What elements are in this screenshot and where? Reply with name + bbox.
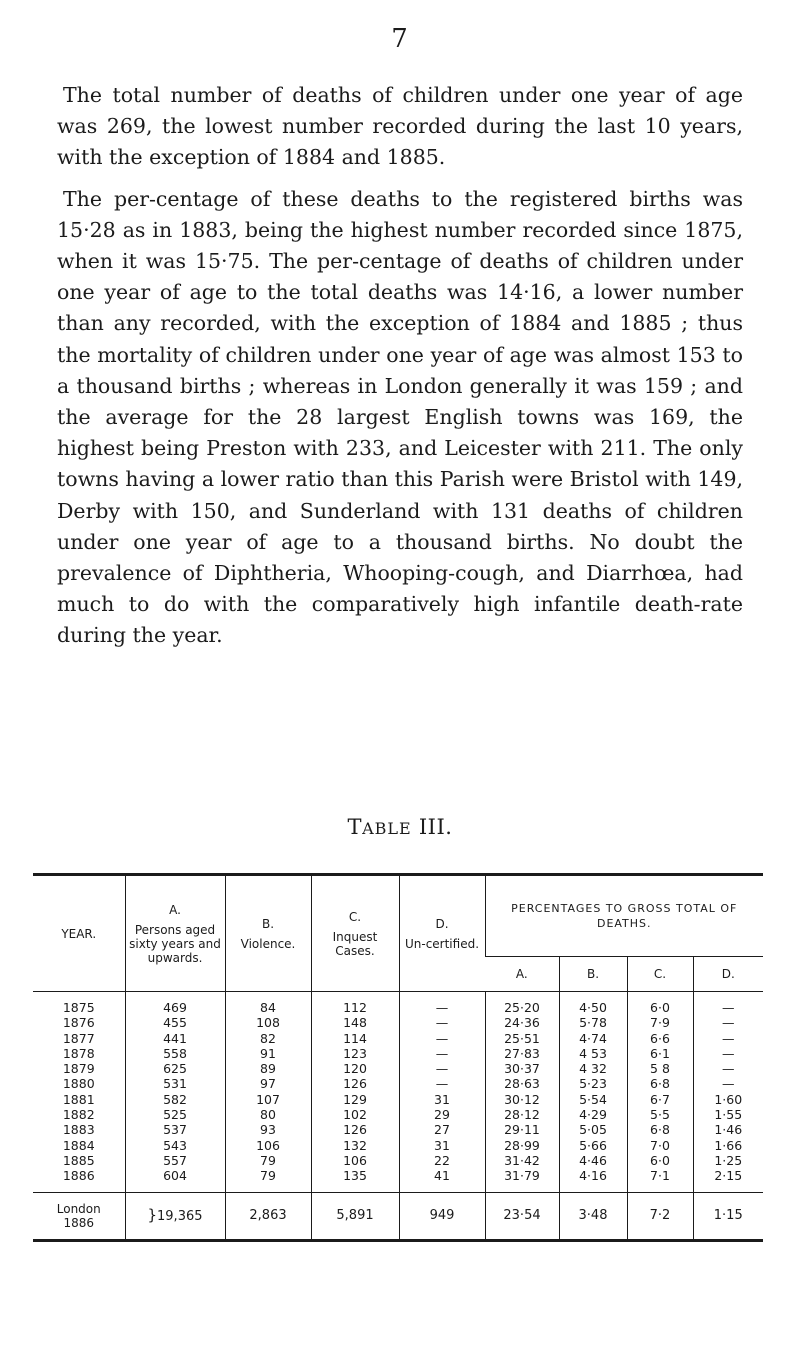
header-row-main — [33, 875, 763, 957]
cell-pct-c: 7·1 — [627, 1168, 693, 1192]
table-header — [33, 875, 763, 992]
cell-d: — — [399, 1031, 485, 1046]
cell-year: 1884 — [62, 1137, 95, 1153]
table-row — [33, 1168, 763, 1192]
cell-a: 625 — [125, 1061, 225, 1076]
cell-pct-b: 4 53 — [559, 1046, 627, 1061]
cell-pct-d: — — [693, 1015, 763, 1030]
cell-d: 31 — [399, 1138, 485, 1153]
cell-pct-d: 1·66 — [693, 1138, 763, 1153]
cell-pct-a: 28·99 — [485, 1138, 559, 1153]
cell-d: 41 — [399, 1168, 485, 1192]
cell-a: 531 — [125, 1076, 225, 1091]
cell-b: 79 — [225, 1168, 311, 1192]
cell-pct-d: — — [693, 1061, 763, 1076]
cell-b: 107 — [225, 1092, 311, 1107]
cell-pct-b: 4·46 — [559, 1153, 627, 1168]
cell-c: 132 — [311, 1138, 399, 1153]
cell-a: 543 — [125, 1138, 225, 1153]
cell-pct-b: 4·50 — [559, 992, 627, 1016]
cell-pct-a: 28·12 — [485, 1107, 559, 1122]
cell-year: 1886 — [62, 1168, 95, 1184]
table-row — [33, 1153, 763, 1168]
cell-d: 22 — [399, 1153, 485, 1168]
cell-d: — — [399, 1076, 485, 1091]
header-year: YEAR. — [33, 875, 125, 992]
cell-pct-b: 4·29 — [559, 1107, 627, 1122]
header-pct-a: A. — [485, 957, 559, 992]
cell-pct-c: 6·0 — [627, 992, 693, 1016]
cell-d: 31 — [399, 1092, 485, 1107]
cell-a: 441 — [125, 1031, 225, 1046]
cell-pct-d: 1·55 — [693, 1107, 763, 1122]
table-title-rest: ABLE — [362, 819, 412, 838]
cell-pct-d: — — [693, 1031, 763, 1046]
cell-c: 135 — [311, 1168, 399, 1192]
cell-a: 469 — [125, 992, 225, 1016]
cell-c: 126 — [311, 1122, 399, 1137]
cell-c: 123 — [311, 1046, 399, 1061]
table-row — [33, 1122, 763, 1137]
header-c-text: Inquest Cases. — [332, 929, 378, 958]
london-cell-d: 949 — [399, 1192, 485, 1240]
header-a — [125, 875, 225, 992]
header-c-letter: C. — [348, 909, 362, 924]
cell-c: 102 — [311, 1107, 399, 1122]
cell-pct-b: 4 32 — [559, 1061, 627, 1076]
cell-pct-b: 4·16 — [559, 1168, 627, 1192]
london-cell-pct-d: 1·15 — [693, 1192, 763, 1240]
header-pct-b: B. — [559, 957, 627, 992]
cell-a: 582 — [125, 1092, 225, 1107]
cell-c: 106 — [311, 1153, 399, 1168]
cell-a: 525 — [125, 1107, 225, 1122]
london-label-line1: London — [56, 1201, 101, 1216]
table-row — [33, 1138, 763, 1153]
header-a-letter: A. — [169, 902, 181, 917]
cell-b: 106 — [225, 1138, 311, 1153]
london-cell-pct-c: 7·2 — [627, 1192, 693, 1240]
header-b-letter: B. — [261, 916, 275, 931]
london-cell-b: 2,863 — [225, 1192, 311, 1240]
cell-c: 112 — [311, 992, 399, 1016]
table-footer — [33, 1192, 763, 1240]
cell-year: 1875 — [62, 1000, 95, 1015]
cell-b: 82 — [225, 1031, 311, 1046]
london-cell-a: }19,365 — [125, 1192, 225, 1240]
cell-year: 1883 — [62, 1122, 95, 1138]
cell-pct-c: 7·0 — [627, 1138, 693, 1153]
cell-pct-a: 31·42 — [485, 1153, 559, 1168]
cell-pct-d: 1·60 — [693, 1092, 763, 1107]
cell-b: 89 — [225, 1061, 311, 1076]
header-d — [399, 875, 485, 992]
header-pct-d: D. — [693, 957, 763, 992]
table-row-london — [33, 1192, 763, 1240]
table-row — [33, 1015, 763, 1030]
cell-d: — — [399, 1061, 485, 1076]
cell-d: — — [399, 1015, 485, 1030]
cell-year: 1879 — [62, 1061, 95, 1077]
cell-b: 80 — [225, 1107, 311, 1122]
cell-pct-c: 6·1 — [627, 1046, 693, 1061]
table-row — [33, 1092, 763, 1107]
cell-b: 93 — [225, 1122, 311, 1137]
cell-pct-d: — — [693, 1076, 763, 1091]
mortality-table-container — [33, 873, 763, 1242]
table-row — [33, 1061, 763, 1076]
table-row — [33, 1107, 763, 1122]
cell-year: 1882 — [62, 1107, 95, 1123]
header-pct-c: C. — [627, 957, 693, 992]
cell-pct-b: 5·54 — [559, 1092, 627, 1107]
cell-d: 29 — [399, 1107, 485, 1122]
london-cell-pct-b: 3·48 — [559, 1192, 627, 1240]
cell-year: 1880 — [62, 1076, 95, 1092]
cell-pct-c: 6·8 — [627, 1076, 693, 1091]
cell-pct-a: 30·37 — [485, 1061, 559, 1076]
paragraph-infant-deaths: The total number of deaths of children under one year of age was 269, the lowest number recorded during the last 10 years, with the exception of 1884 and 1885. — [57, 83, 743, 170]
table-row — [33, 1046, 763, 1061]
cell-c: 126 — [311, 1076, 399, 1091]
cell-b: 108 — [225, 1015, 311, 1030]
table-row — [33, 1031, 763, 1046]
cell-d: 27 — [399, 1122, 485, 1137]
cell-pct-a: 30·12 — [485, 1092, 559, 1107]
cell-c: 148 — [311, 1015, 399, 1030]
cell-pct-b: 5·66 — [559, 1138, 627, 1153]
cell-a: 537 — [125, 1122, 225, 1137]
header-b-text: Violence. — [240, 936, 296, 951]
cell-pct-b: 5·23 — [559, 1076, 627, 1091]
cell-pct-d: 1·46 — [693, 1122, 763, 1137]
cell-pct-c: 6·8 — [627, 1122, 693, 1137]
cell-pct-b: 5·05 — [559, 1122, 627, 1137]
header-c — [311, 875, 399, 992]
cell-pct-c: 5·5 — [627, 1107, 693, 1122]
cell-a: 604 — [125, 1168, 225, 1192]
cell-c: 129 — [311, 1092, 399, 1107]
cell-pct-b: 5·78 — [559, 1015, 627, 1030]
london-cell-pct-a: 23·54 — [485, 1192, 559, 1240]
cell-pct-a: 29·11 — [485, 1122, 559, 1137]
cell-year: 1885 — [62, 1152, 95, 1168]
body-text — [57, 80, 743, 652]
cell-d: — — [399, 992, 485, 1016]
header-percentages: PERCENTAGES TO GROSS TOTAL OF DEATHS. — [485, 875, 763, 957]
cell-b: 79 — [225, 1153, 311, 1168]
page-number: 7 — [391, 24, 409, 54]
table-title-numeral: III. — [418, 815, 453, 839]
cell-pct-d: 1·25 — [693, 1153, 763, 1168]
cell-a: 455 — [125, 1015, 225, 1030]
cell-pct-b: 4·74 — [559, 1031, 627, 1046]
cell-pct-a: 25·20 — [485, 992, 559, 1016]
mortality-table — [33, 873, 763, 1242]
london-label — [33, 1192, 125, 1240]
cell-pct-d: 2·15 — [693, 1168, 763, 1192]
brace-glyph: } — [147, 1205, 158, 1224]
header-d-letter: D. — [435, 916, 449, 931]
cell-d: — — [399, 1046, 485, 1061]
header-a-text: Persons aged sixty years and upwards. — [129, 922, 221, 965]
cell-year: 1878 — [62, 1045, 95, 1061]
header-b — [225, 875, 311, 992]
table-body — [33, 992, 763, 1193]
paragraph-percentages: The per-centage of these deaths to the registered births was 15·28 as in 1883, being the highest number recorded since 1875, when it was 15·75. The per-centage of deaths of children under one year of age to the total deaths was 14·16, a lower number than any recorded, with the exception of 1884 and 1885 ; thus the mortality of children under one year of age was almost 153 to a thousand births ; whereas in London generally it was 159 ; and the average for the 28 largest English towns was 169, the highest being Preston with 233, and Leicester with 211. The only towns having a lower ratio than this Parish were Bristol with 149, Derby with 150, and Sunderland with 131 deaths of children under one year of age to a thousand births. No doubt the prevalence of Diphtheria, Whooping-cough, and Diarrhœa, had much to do with the comparatively high infantile death-rate during the year. — [57, 186, 743, 648]
cell-pct-a: 28·63 — [485, 1076, 559, 1091]
cell-pct-d: — — [693, 1046, 763, 1061]
london-cell-c: 5,891 — [311, 1192, 399, 1240]
table-row — [33, 1076, 763, 1091]
cell-pct-c: 6·6 — [627, 1031, 693, 1046]
header-d-text: Un-certified. — [404, 936, 480, 951]
cell-pct-a: 24·36 — [485, 1015, 559, 1030]
cell-year: 1876 — [62, 1015, 95, 1031]
table-row — [33, 992, 763, 1016]
cell-c: 114 — [311, 1031, 399, 1046]
cell-year: 1881 — [62, 1091, 95, 1107]
london-label-line2: 1886 — [63, 1215, 95, 1230]
cell-b: 91 — [225, 1046, 311, 1061]
cell-pct-d: — — [693, 992, 763, 1016]
cell-pct-a: 31·79 — [485, 1168, 559, 1192]
cell-a: 557 — [125, 1153, 225, 1168]
cell-pct-c: 7·9 — [627, 1015, 693, 1030]
cell-pct-c: 6·0 — [627, 1153, 693, 1168]
cell-pct-a: 25·51 — [485, 1031, 559, 1046]
cell-c: 120 — [311, 1061, 399, 1076]
table-title — [0, 815, 800, 839]
cell-a: 558 — [125, 1046, 225, 1061]
cell-pct-c: 6·7 — [627, 1092, 693, 1107]
cell-year: 1877 — [62, 1030, 95, 1046]
cell-pct-a: 27·83 — [485, 1046, 559, 1061]
cell-b: 84 — [225, 992, 311, 1016]
cell-b: 97 — [225, 1076, 311, 1091]
table-title-initial: T — [347, 815, 363, 839]
cell-pct-c: 5 8 — [627, 1061, 693, 1076]
